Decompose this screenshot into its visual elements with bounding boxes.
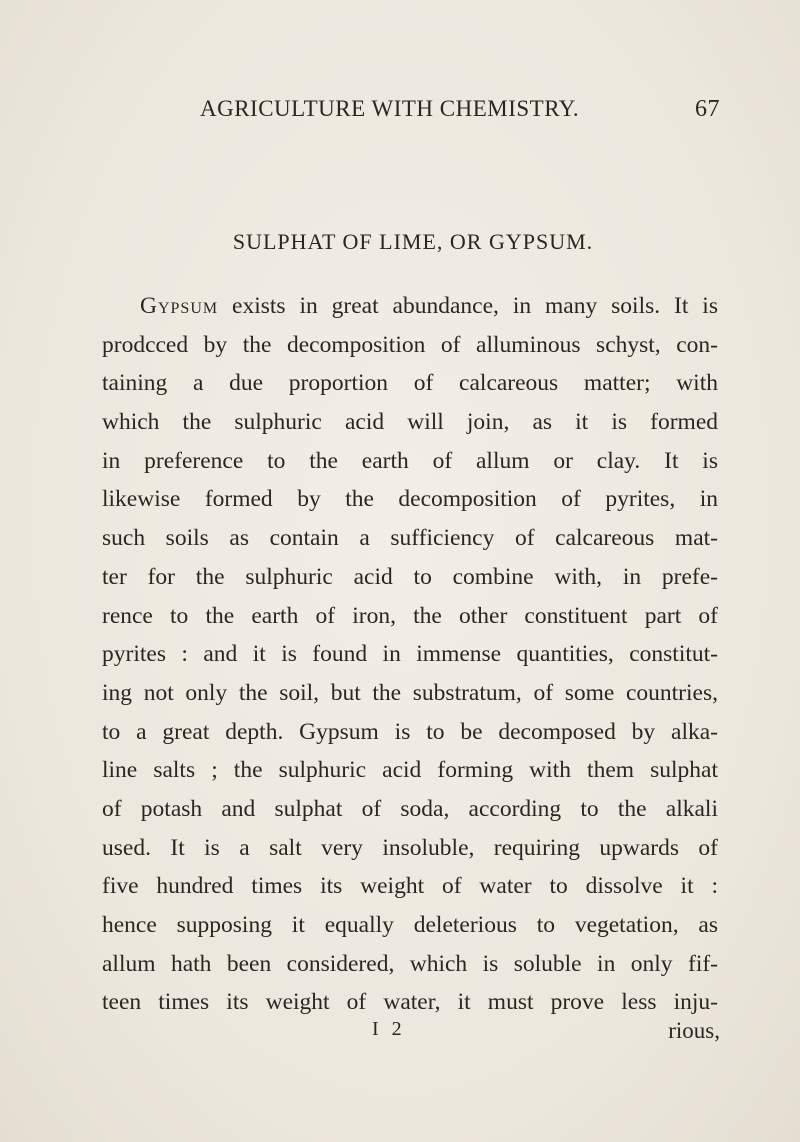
text-line: likewise formed by the decomposition of pyrites, in bbox=[102, 486, 718, 513]
lead-word: Gypsum bbox=[140, 293, 219, 319]
text-line: ing not only the soil, but the substratum, of some countries, bbox=[102, 679, 718, 706]
text-line: of potash and sulphat of soda, according to the alkali bbox=[102, 795, 718, 822]
text-line: such soils as contain a sufficiency of calcareous mat- bbox=[102, 525, 718, 552]
text-line: prodcced by the decomposition of alluminous schyst, con- bbox=[102, 331, 718, 358]
signature-mark: I 2 bbox=[372, 1018, 406, 1040]
text-line: which the sulphuric acid will join, as it is formed bbox=[102, 409, 718, 436]
body-paragraph bbox=[102, 287, 718, 1022]
page-footer bbox=[102, 1018, 720, 1054]
text-line: pyrites : and it is found in immense quantities, constitut- bbox=[102, 641, 718, 668]
text-line: five hundred times its weight of water to dissolve it : bbox=[102, 873, 718, 900]
running-head: AGRICULTURE WITH CHEMISTRY. bbox=[200, 96, 580, 121]
text-line bbox=[102, 287, 718, 326]
text-line: used. It is a salt very insoluble, requiring upwards of bbox=[102, 834, 718, 861]
text-line: ter for the sulphuric acid to combine with, in prefe- bbox=[102, 563, 718, 590]
text-line: taining a due proportion of calcareous matter; with bbox=[102, 370, 718, 397]
text-line: line salts ; the sulphuric acid forming with them sulphat bbox=[102, 757, 718, 784]
text-line: in preference to the earth of allum or clay. It is bbox=[102, 447, 718, 474]
page-header bbox=[200, 96, 720, 136]
page-number: 67 bbox=[695, 96, 720, 122]
text-line: allum hath been considered, which is soluble in only fif- bbox=[102, 950, 718, 977]
text-line: hence supposing it equally deleterious to vegetation, as bbox=[102, 912, 718, 938]
catchword: rious, bbox=[668, 1018, 720, 1043]
text-line: teen times its weight of water, it must prove less inju- bbox=[102, 989, 718, 1016]
text-line: rence to the earth of iron, the other constituent part of bbox=[102, 602, 718, 629]
text-line: to a great depth. Gypsum is to be decomposed by alka- bbox=[102, 718, 718, 745]
section-title: SULPHAT OF LIME, OR GYPSUM. bbox=[232, 229, 594, 254]
text-line-content: exists in great abundance, in many soils. It is bbox=[218, 293, 718, 319]
